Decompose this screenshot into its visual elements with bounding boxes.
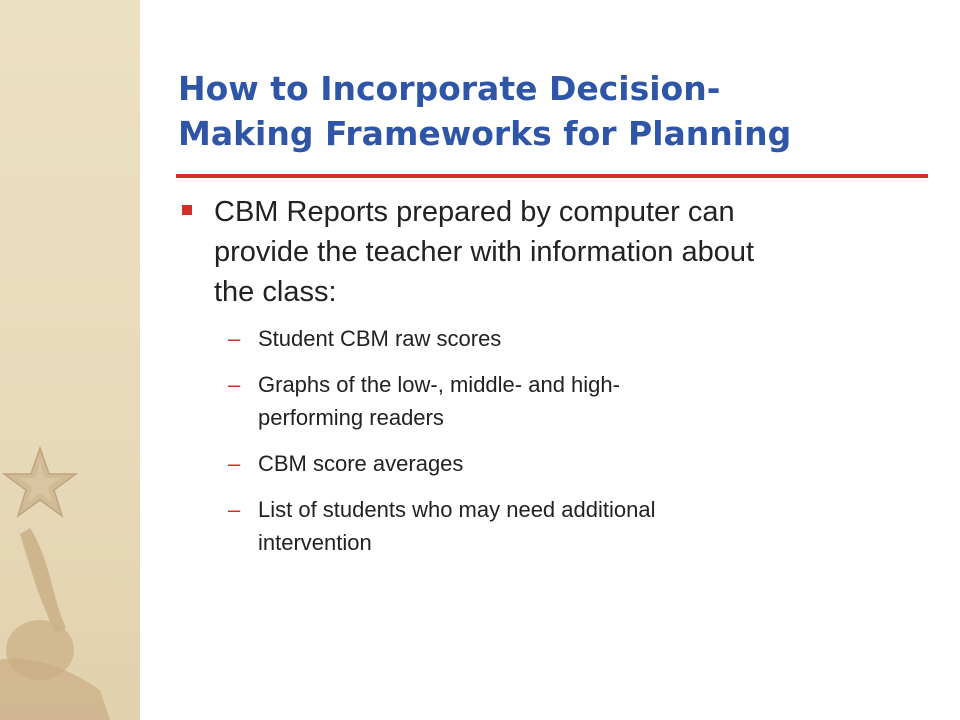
star-and-child-reaching-icon [0, 0, 140, 720]
dash-bullet-icon: – [228, 451, 241, 476]
slide-title [178, 66, 938, 156]
sub-bullet-text [258, 322, 938, 355]
dash-bullet-icon: – [228, 326, 241, 351]
square-bullet-icon [182, 205, 192, 215]
sub-bullet-text-line: CBM score averages [258, 451, 464, 476]
sub-bullet-text [258, 447, 938, 480]
sub-bullet-text-line: performing readers [258, 405, 444, 430]
sub-bullet-text-line: intervention [258, 530, 372, 555]
slide-title-line: How to Incorporate Decision- [178, 69, 721, 108]
bullet-text-line: CBM Reports prepared by computer can [214, 196, 735, 228]
sub-bullet-text [258, 368, 938, 434]
bullet-text-line: provide the teacher with information about [214, 236, 755, 268]
sub-bullet-text [258, 493, 938, 559]
dash-bullet-icon: – [228, 497, 241, 522]
bullet-text [214, 192, 938, 312]
dash-bullet-icon: – [228, 372, 241, 397]
sub-bullet-item [228, 493, 938, 559]
sub-bullet-text-line: Graphs of the low-, middle- and high- [258, 372, 620, 397]
slide-title-line: Making Frameworks for Planning [178, 114, 792, 153]
bullet-item [178, 192, 938, 312]
sidebar-panel [0, 0, 140, 720]
sub-bullet-list [178, 322, 938, 559]
sub-bullet-text-line: Student CBM raw scores [258, 326, 502, 351]
sub-bullet-text-line: List of students who may need additional [258, 497, 656, 522]
bullet-text-line: the class: [214, 276, 337, 308]
slide-body [178, 192, 938, 572]
title-divider [176, 174, 928, 178]
sub-bullet-item [228, 322, 938, 355]
sub-bullet-item [228, 447, 938, 480]
sub-bullet-item [228, 368, 938, 434]
